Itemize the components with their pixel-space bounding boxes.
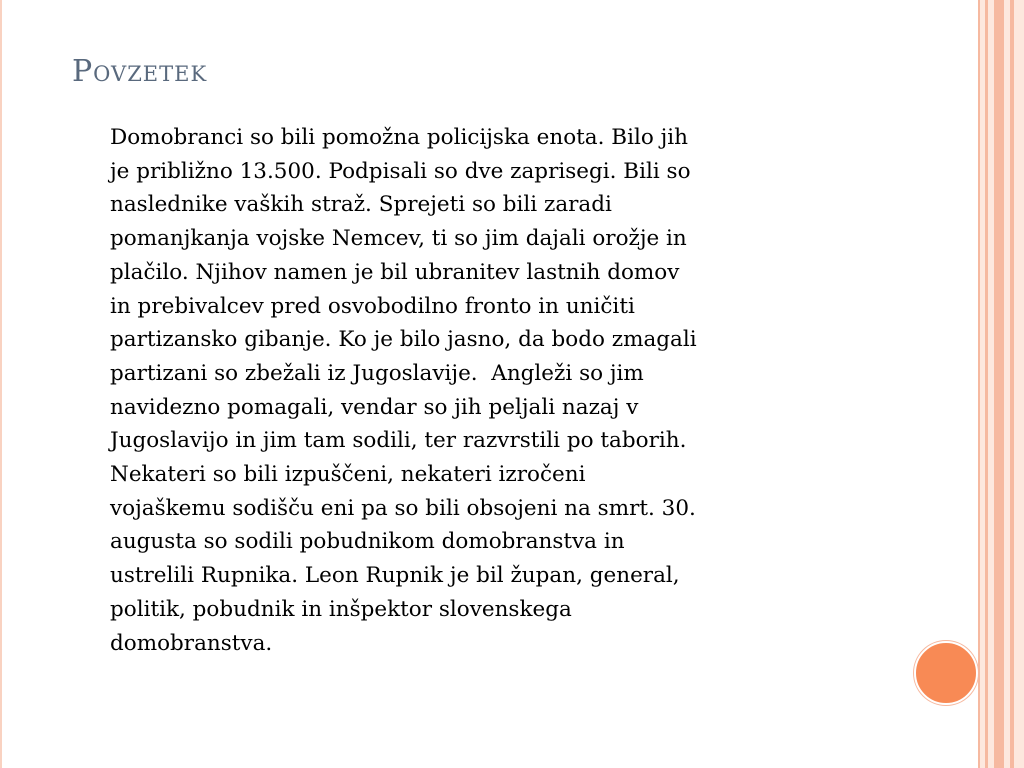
right-decorative-border	[978, 0, 1024, 768]
body-line: Jugoslavijo in jim tam sodili, ter razvrstili po taborih.	[110, 428, 687, 454]
body-line: partizansko gibanje. Ko je bilo jasno, da bodo zmagali	[110, 327, 697, 353]
border-stripe	[994, 0, 1004, 768]
border-stripe	[1010, 0, 1014, 768]
slide-title: Povzetek	[72, 54, 208, 89]
body-line: Nekateri so bili izpuščeni, nekateri izročeni	[110, 462, 586, 488]
border-stripe	[985, 0, 988, 768]
body-line: Domobranci so bili pomožna policijska enota. Bilo jih	[110, 125, 688, 150]
body-line: partizani so zbežali iz Jugoslavije. Angleži so jim	[110, 360, 644, 386]
border-stripe	[978, 0, 980, 768]
slide-body-text	[110, 121, 900, 660]
body-line: domobranstva.	[110, 630, 273, 656]
body-line: vojaškemu sodišču eni pa so bili obsojeni na smrt. 30.	[110, 495, 696, 521]
body-line: pomanjkanja vojske Nemcev, ti so jim dajali orožje in	[110, 226, 687, 252]
body-line: plačilo. Njihov namen je bil ubranitev lastnih domov	[110, 259, 680, 285]
body-line: in prebivalcev pred osvobodilno fronto in uničiti	[110, 293, 635, 319]
body-line: navidezno pomagali, vendar so jih peljali nazaj v	[110, 394, 639, 420]
body-line: naslednike vaških straž. Sprejeti so bili zaradi	[110, 192, 612, 218]
accent-circle	[914, 641, 978, 705]
body-line: augusta so sodili pobudnikom domobranstva in	[110, 529, 625, 555]
left-border-line	[0, 0, 2, 768]
body-line: politik, pobudnik in inšpektor slovenskega	[110, 596, 572, 622]
body-line: je približno 13.500. Podpisali so dve zaprisegi. Bili so	[110, 158, 691, 184]
body-line: ustrelili Rupnika. Leon Rupnik je bil župan, general,	[110, 563, 680, 589]
